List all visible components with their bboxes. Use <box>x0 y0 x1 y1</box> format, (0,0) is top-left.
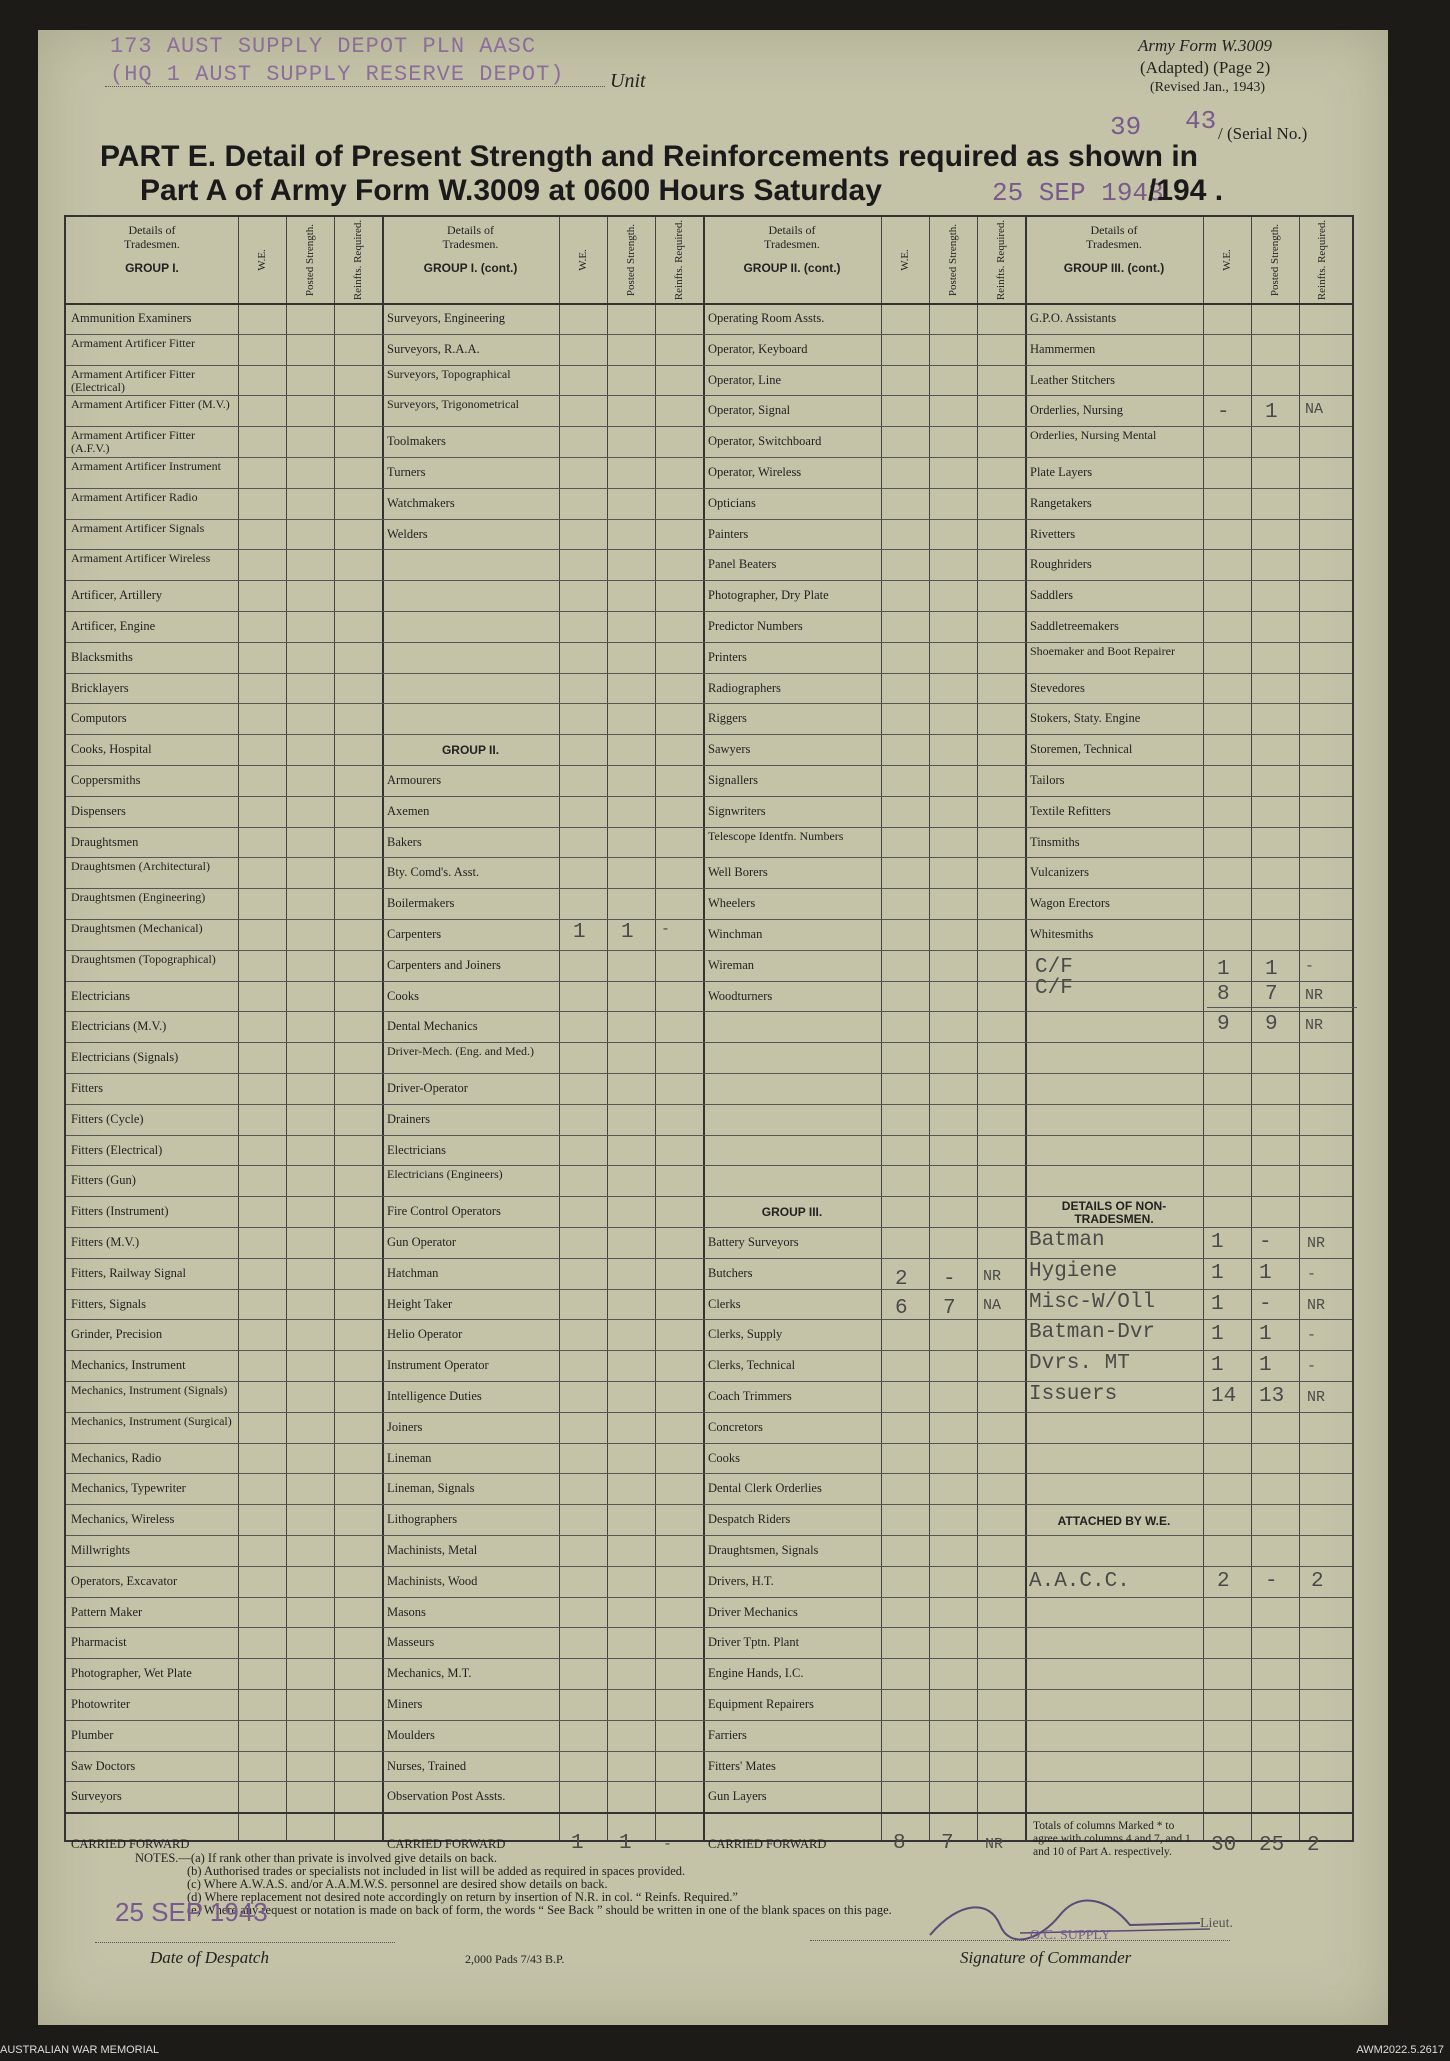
trade-label: Machinists, Wood <box>387 1574 478 1588</box>
orderlies-nursing-reinfts: NA <box>1305 401 1324 419</box>
trade-label: Grinder, Precision <box>71 1328 163 1342</box>
trade-label: Draughtsmen (Engineering) <box>71 891 206 905</box>
note-e: (e) Where any request or notation is made on back of form, the words “ See Back ” should be written in one of the blank spaces on this page. <box>187 1903 892 1917</box>
trade-label: Carpenters and Joiners <box>387 958 501 972</box>
trade-label: Boilermakers <box>387 897 455 911</box>
non-tradesman-reinfts: NR <box>1307 1389 1326 1406</box>
trade-label: Mechanics, Wireless <box>71 1513 175 1527</box>
cf-row-reinfts: - <box>663 1836 673 1854</box>
form-revised: (Revised Jan., 1943) <box>1150 80 1266 95</box>
trade-label: Intelligence Duties <box>387 1390 482 1403</box>
trade-label: Mechanics, Instrument <box>71 1359 186 1373</box>
trade-label: Signwriters <box>708 804 766 818</box>
trade-label: Coppersmiths <box>71 774 141 787</box>
trade-label: Surveyors, R.A.A. <box>387 342 480 356</box>
form-adapted: (Adapted) (Page 2) <box>1140 58 1271 77</box>
totals-reinfts: 2 <box>1307 1834 1320 1858</box>
trade-label: Fitters (Instrument) <box>71 1205 169 1219</box>
cf1-reinfts: - <box>1305 957 1315 975</box>
trade-label: Armament Artificer Wireless <box>71 552 211 566</box>
trade-label: Woodturners <box>708 989 773 1003</box>
row-rule <box>66 1073 1352 1074</box>
trade-label: Surveyors, Topographical <box>387 367 511 381</box>
trade-label: Cooks, Hospital <box>71 743 152 757</box>
trade-label: Armament Artificer Fitter (M.V.) <box>71 398 230 412</box>
trade-label: Axemen <box>387 804 430 818</box>
trade-label: Pattern Maker <box>71 1605 143 1619</box>
trade-label: Textile Refitters <box>1030 804 1111 818</box>
form-name: Army Form W.3009 <box>1138 36 1272 55</box>
trade-label: Operator, Switchboard <box>708 435 822 449</box>
attached-label: A.A.C.C. <box>1029 1569 1130 1593</box>
trade-label: Panel Beaters <box>708 558 777 572</box>
carpenters-we: 1 <box>573 921 586 944</box>
row-rule <box>66 1227 1352 1228</box>
note-c: (c) Where A.W.A.S. and/or A.A.M.W.S. personnel are desired show details on back. <box>187 1877 608 1891</box>
trade-label: Tinsmiths <box>1030 835 1080 849</box>
trade-label: Fitters, Signals <box>71 1297 147 1311</box>
trade-label: Blacksmiths <box>71 650 133 664</box>
trade-label: Bricklayers <box>71 681 129 695</box>
cf-total-we: 9 <box>1217 1013 1230 1037</box>
unit-stamp-line1: 173 AUST SUPPLY DEPOT PLN AASC <box>110 34 537 59</box>
serial-label: / (Serial No.) <box>1218 124 1308 143</box>
column-header-we: W.E. <box>256 249 268 271</box>
trade-label: Toolmakers <box>387 435 446 449</box>
trade-label: Turners <box>387 466 426 479</box>
carried-forward-label: CARRIED FORWARD <box>71 1838 190 1852</box>
trade-label: Saw Doctors <box>71 1759 136 1773</box>
clerks-posted: 7 <box>943 1296 956 1320</box>
signature-rank: Lieut. <box>1200 1916 1234 1931</box>
trade-label: Height Taker <box>387 1297 453 1311</box>
trade-label: Stokers, Staty. Engine <box>1030 712 1141 726</box>
note-a: NOTES.—(a) If rank other than private is involved give details on back. <box>135 1851 498 1865</box>
trade-label: Armourers <box>387 774 442 787</box>
trade-label: Farriers <box>708 1728 747 1742</box>
non-tradesman-reinfts: - <box>1307 1265 1317 1283</box>
non-tradesman-posted: 1 <box>1259 1323 1272 1347</box>
trade-label: Vulcanizers <box>1030 866 1089 880</box>
trade-label: Orderlies, Nursing <box>1030 404 1124 418</box>
trade-label: Engine Hands, I.C. <box>708 1667 804 1681</box>
non-tradesman-posted: 1 <box>1259 1354 1272 1378</box>
cf-row-posted: 7 <box>941 1832 954 1856</box>
trade-label: Equipment Repairers <box>708 1698 814 1711</box>
trade-label: Wheelers <box>708 897 756 911</box>
trade-label: Leather Stitchers <box>1030 373 1116 387</box>
trade-label: Pharmacist <box>71 1636 127 1650</box>
trade-label: Electricians (M.V.) <box>71 1020 167 1034</box>
row-rule <box>66 1042 1352 1043</box>
trade-label: Fitters (Cycle) <box>71 1112 144 1126</box>
trade-label: Plate Layers <box>1030 466 1093 479</box>
trade-label: Dental Mechanics <box>387 1020 478 1034</box>
trade-label: Opticians <box>708 496 756 510</box>
cf-total-posted: 9 <box>1265 1013 1278 1037</box>
signature-label: Signature of Commander <box>960 1948 1132 1967</box>
trade-label: Clerks, Supply <box>708 1328 783 1342</box>
trade-label: Driver-Mech. (Eng. and Med.) <box>387 1045 535 1059</box>
trade-label: Plumber <box>71 1728 114 1742</box>
trade-label: Instrument Operator <box>387 1359 489 1373</box>
trade-label: Operating Room Assts. <box>708 312 825 325</box>
trade-label: Electricians <box>387 1143 446 1157</box>
despatch-label: Date of Despatch <box>150 1948 269 1967</box>
trade-label: Clerks <box>708 1297 741 1311</box>
trade-label: Fitters (Gun) <box>71 1174 136 1188</box>
trade-label: Artificer, Artillery <box>71 589 163 603</box>
signature-line <box>810 1940 1230 1941</box>
trade-label: Watchmakers <box>387 496 455 510</box>
trade-label: Lineman <box>387 1451 432 1465</box>
trade-label: Dispensers <box>71 804 126 818</box>
trade-label: Observation Post Assts. <box>387 1790 506 1804</box>
trade-label: Lithographers <box>387 1513 458 1527</box>
cf-row-we: 1 <box>571 1832 584 1856</box>
trade-label: Winchman <box>708 928 763 941</box>
trade-label: Rangetakers <box>1030 496 1092 510</box>
cf1-we: 1 <box>1217 957 1230 981</box>
trade-label: Wagon Erectors <box>1030 897 1110 911</box>
trade-label: Surveyors, Engineering <box>387 312 506 325</box>
trade-label: Hatchman <box>387 1266 439 1280</box>
column-header-reinfts: Reinfts. Required. <box>1316 219 1329 301</box>
group-label: GROUP I. <box>125 261 179 275</box>
cf-row-reinfts: NR <box>985 1836 1004 1854</box>
non-tradesman-reinfts: NR <box>1307 1235 1326 1252</box>
trade-label: Operator, Signal <box>708 404 791 418</box>
trade-label: Draughtsmen (Topographical) <box>71 952 216 966</box>
non-tradesman-we: 1 <box>1211 1354 1224 1378</box>
trade-label: Armament Artificer Signals <box>71 521 205 535</box>
carpenters-reinfts: - <box>661 921 671 938</box>
carpenters-posted: 1 <box>621 921 634 944</box>
signature-stamp: O.C. SUPPLY <box>1030 1928 1111 1943</box>
trade-label: Fitters' Mates <box>708 1759 776 1773</box>
non-tradesman-reinfts: - <box>1307 1358 1317 1376</box>
trade-label: Mechanics, Instrument (Signals) <box>71 1384 228 1397</box>
cf2-reinfts: NR <box>1305 986 1324 1004</box>
trade-label: Ammunition Examiners <box>71 312 192 325</box>
trade-label: Joiners <box>387 1420 423 1434</box>
archive-label: AUSTRALIAN WAR MEMORIAL <box>0 2044 160 2056</box>
totals-instructions: Totals of columns Marked * to agree with columns 4 and 7, and 1 and 10 of Part A. respectively. <box>1033 1820 1191 1859</box>
trade-label: Cooks <box>708 1451 740 1465</box>
trade-label: Butchers <box>708 1266 753 1280</box>
cf-label-2: C/F <box>1035 976 1073 1000</box>
non-tradesman-we: 1 <box>1211 1292 1224 1316</box>
non-tradesmen-heading: DETAILS OF NON-TRADESMEN. <box>1061 1199 1167 1227</box>
carried-forward-label: CARRIED FORWARD <box>708 1838 827 1852</box>
column-header-details <box>68 217 236 309</box>
non-tradesman-label: Misc-W/Oll <box>1029 1290 1156 1314</box>
trade-label: Stevedores <box>1030 681 1085 695</box>
column-header-posted: Posted Strength. <box>947 223 959 297</box>
trade-label: Cooks <box>387 989 419 1003</box>
non-tradesman-label: Hygiene <box>1029 1259 1118 1283</box>
column-header-we: W.E. <box>899 249 911 271</box>
trade-label: Artificer, Engine <box>71 620 156 633</box>
trade-label: Saddlers <box>1030 589 1074 603</box>
attached-reinfts: 2 <box>1311 1569 1324 1593</box>
column-header-reinfts: Reinfts. Required. <box>995 219 1008 301</box>
unit-underline <box>105 86 605 87</box>
trade-label: Well Borers <box>708 866 768 880</box>
trade-label: Armament Artificer Fitter (A.F.V.) <box>71 429 195 456</box>
non-tradesman-posted: - <box>1259 1231 1272 1254</box>
column-header-posted: Posted Strength. <box>625 223 637 297</box>
attached-posted: - <box>1265 1569 1278 1593</box>
trade-label: Photowriter <box>71 1698 131 1711</box>
trade-label: Millwrights <box>71 1544 131 1557</box>
trade-label: Operators, Excavator <box>71 1574 178 1588</box>
trade-label: Driver Tptn. Plant <box>708 1636 800 1650</box>
non-tradesman-we: 1 <box>1211 1323 1224 1347</box>
cf2-posted: 7 <box>1265 982 1278 1006</box>
non-tradesman-label: Batman <box>1029 1229 1105 1252</box>
trade-label: Surveyors <box>71 1790 122 1804</box>
attached-we: 2 <box>1217 1569 1230 1593</box>
trade-label: Draughtsmen <box>71 835 139 849</box>
column-header-details <box>384 217 557 309</box>
trade-label: Nurses, Trained <box>387 1759 467 1773</box>
trade-label: Mechanics, M.T. <box>387 1667 472 1681</box>
cf-row-we: 8 <box>893 1832 906 1856</box>
non-tradesman-label: Issuers <box>1029 1383 1118 1406</box>
trade-label: Surveyors, Trigonometrical <box>387 398 519 412</box>
non-tradesman-reinfts: - <box>1307 1327 1317 1345</box>
trade-label: Tailors <box>1030 774 1065 787</box>
unit-label: Unit <box>610 70 646 92</box>
row-rule <box>66 1196 1352 1197</box>
trade-label: Clerks, Technical <box>708 1359 796 1373</box>
trade-label: Electricians (Engineers) <box>387 1168 503 1182</box>
trade-label: Dental Clerk Orderlies <box>708 1482 822 1496</box>
trade-label: Storemen, Technical <box>1030 743 1133 757</box>
totals-we: 30 <box>1211 1834 1237 1858</box>
trade-label: Fitters (M.V.) <box>71 1236 140 1249</box>
trade-label: Draughtsmen (Mechanical) <box>71 922 203 935</box>
non-tradesman-posted: 13 <box>1259 1385 1285 1408</box>
cf-total-rule <box>1207 1007 1357 1008</box>
trade-label: Roughriders <box>1030 558 1092 572</box>
trade-label: Battery Surveyors <box>708 1236 799 1249</box>
trade-label: Operator, Line <box>708 373 782 387</box>
trade-label: Machinists, Metal <box>387 1544 478 1557</box>
trade-label: Mechanics, Typewriter <box>71 1482 186 1496</box>
despatch-line <box>95 1942 395 1943</box>
trade-label: Bakers <box>387 835 422 849</box>
non-tradesman-label: Batman-Dvr <box>1029 1321 1156 1345</box>
column-header-we: W.E. <box>577 249 589 271</box>
print-info: 2,000 Pads 7/43 B.P. <box>465 1952 565 1966</box>
trade-label: Electricians (Signals) <box>71 1051 179 1065</box>
trade-label: Photographer, Wet Plate <box>71 1667 192 1681</box>
orderlies-nursing-posted: 1 <box>1265 401 1278 425</box>
trade-label: Electricians <box>71 989 130 1003</box>
trade-label: Gun Operator <box>387 1236 457 1249</box>
trade-label: Armament Artificer Fitter <box>71 336 195 350</box>
clerks-we: 6 <box>895 1296 908 1320</box>
trade-label: Rivetters <box>1030 527 1076 541</box>
trade-label: Printers <box>708 650 747 664</box>
trade-label: Shoemaker and Boot Repairer <box>1030 644 1175 658</box>
cf-label-1: C/F <box>1035 955 1073 979</box>
title-date-stamp: 25 SEP 1943 <box>992 178 1164 208</box>
non-tradesman-posted: 1 <box>1259 1261 1272 1285</box>
cf2-we: 8 <box>1217 982 1230 1006</box>
column-header-reinfts: Reinfts. Required. <box>352 219 365 301</box>
trade-label: Fire Control Operators <box>387 1205 501 1219</box>
trade-label: Predictor Numbers <box>708 620 803 633</box>
trade-label: Drivers, H.T. <box>708 1574 774 1588</box>
group-heading: GROUP III. <box>761 1205 823 1220</box>
column-header-details <box>1027 217 1201 309</box>
trade-label: Mechanics, Instrument (Surgical) <box>71 1414 232 1428</box>
trade-label: Masons <box>387 1605 426 1619</box>
details-label: Details of Tradesmen. <box>124 223 180 251</box>
column-header-reinfts: Reinfts. Required. <box>673 219 686 301</box>
row-rule <box>66 1135 1352 1136</box>
title-line2: Part A of Army Form W.3009 at 0600 Hours Saturday <box>140 174 882 207</box>
trade-label: Drainers <box>387 1112 431 1126</box>
trade-label: Fitters, Railway Signal <box>71 1266 186 1280</box>
trade-label: Concretors <box>708 1420 763 1434</box>
trade-label: Radiographers <box>708 681 781 695</box>
trade-label: Wireman <box>708 958 755 972</box>
trade-label: Coach Trimmers <box>708 1390 792 1403</box>
non-tradesman-we: 14 <box>1211 1385 1237 1408</box>
note-d: (d) Where replacement not desired note accordingly on return by insertion of N.R. in col. “ Reinfs. Required.” <box>187 1890 738 1904</box>
trade-label: Mechanics, Radio <box>71 1451 162 1465</box>
trade-label: Lineman, Signals <box>387 1482 475 1496</box>
trade-label: Orderlies, Nursing Mental <box>1030 429 1157 443</box>
trade-label: Computors <box>71 712 127 726</box>
group-heading: GROUP II. <box>441 743 500 758</box>
trade-label: Whitesmiths <box>1030 928 1094 941</box>
trade-label: Despatch Riders <box>708 1513 791 1527</box>
non-tradesman-we: 1 <box>1211 1231 1224 1254</box>
trade-label: Moulders <box>387 1728 435 1742</box>
details-label: Details of Tradesmen. <box>764 223 820 251</box>
butchers-posted: - <box>943 1267 956 1291</box>
trade-label: Operator, Keyboard <box>708 342 808 356</box>
trade-label: G.P.O. Assistants <box>1030 312 1117 325</box>
non-tradesman-label: Dvrs. MT <box>1029 1352 1130 1376</box>
trade-label: Armament Artificer Radio <box>71 490 198 504</box>
trade-label: Miners <box>387 1698 423 1711</box>
cf1-posted: 1 <box>1265 957 1278 981</box>
trade-label: Hammermen <box>1030 342 1096 356</box>
group-label: GROUP II. (cont.) <box>743 261 841 275</box>
row-rule <box>66 1104 1352 1105</box>
butchers-reinfts: NR <box>983 1267 1002 1285</box>
cf-total-reinfts: NR <box>1305 1017 1324 1035</box>
trade-label: Fitters <box>71 1082 103 1095</box>
trade-label: Operator, Wireless <box>708 466 802 479</box>
title-line1: PART E. Detail of Present Strength and Reinforcements required as shown in <box>100 140 1198 173</box>
trade-label: Driver Mechanics <box>708 1605 798 1619</box>
non-tradesman-posted: - <box>1259 1292 1272 1316</box>
trade-label: Riggers <box>708 712 747 726</box>
totals-posted: 25 <box>1259 1834 1285 1858</box>
column-header-posted: Posted Strength. <box>1269 223 1281 297</box>
group-label: GROUP III. (cont.) <box>1063 261 1165 275</box>
trade-label: Telescope Identfn. Numbers <box>708 829 844 843</box>
trade-label: Sawyers <box>708 743 751 757</box>
trade-label: Saddletreemakers <box>1030 620 1119 633</box>
despatch-date-stamp: 25 SEP 1943 <box>115 1897 268 1927</box>
trade-label: Armament Artificer Instrument <box>71 460 221 473</box>
trade-label: Signallers <box>708 774 758 787</box>
details-label: Details of Tradesmen. <box>442 223 499 251</box>
non-tradesman-we: 1 <box>1211 1261 1224 1285</box>
clerks-reinfts: NA <box>983 1296 1002 1314</box>
trade-label: Fitters (Electrical) <box>71 1143 163 1157</box>
orderlies-nursing-we: - <box>1217 401 1230 425</box>
note-b: (b) Authorised trades or specialists not included in list will be added as required in spaces provided. <box>187 1864 686 1878</box>
cf-row-posted: 1 <box>619 1832 632 1856</box>
archive-reference: AWM2022.5.2617 <box>1356 2044 1444 2056</box>
trade-label: Helio Operator <box>387 1328 463 1342</box>
trade-label: Carpenters <box>387 928 442 941</box>
serial-year: 43 <box>1185 106 1217 136</box>
trade-label: Photographer, Dry Plate <box>708 589 829 603</box>
trade-label: Draughtsmen (Architectural) <box>71 860 210 874</box>
non-tradesman-reinfts: NR <box>1307 1296 1326 1314</box>
column-header-we: W.E. <box>1221 249 1233 271</box>
trade-label: Welders <box>387 527 428 541</box>
group-label: GROUP I. (cont.) <box>423 261 518 275</box>
trade-label: Bty. Comd's. Asst. <box>387 866 480 880</box>
trade-label: Painters <box>708 527 749 541</box>
unit-stamp-line2: (HQ 1 AUST SUPPLY RESERVE DEPOT) <box>110 62 565 87</box>
carried-forward-label: CARRIED FORWARD <box>387 1838 506 1852</box>
trade-label: Armament Artificer Fitter (Electrical) <box>71 367 195 394</box>
butchers-we: 2 <box>895 1267 908 1291</box>
details-label: Details of Tradesmen. <box>1086 223 1142 251</box>
trade-label: Driver-Operator <box>387 1082 468 1095</box>
attached-heading: ATTACHED BY W.E. <box>1057 1514 1171 1529</box>
trade-label: Masseurs <box>387 1636 435 1650</box>
column-header-posted: Posted Strength. <box>304 223 316 297</box>
title-year-tail: /194 . <box>1148 174 1224 207</box>
trade-label: Draughtsmen, Signals <box>708 1544 819 1557</box>
serial-number: 39 <box>1110 112 1142 142</box>
row-rule <box>66 1165 1352 1166</box>
column-header-details <box>705 217 879 309</box>
trade-label: Gun Layers <box>708 1790 767 1804</box>
